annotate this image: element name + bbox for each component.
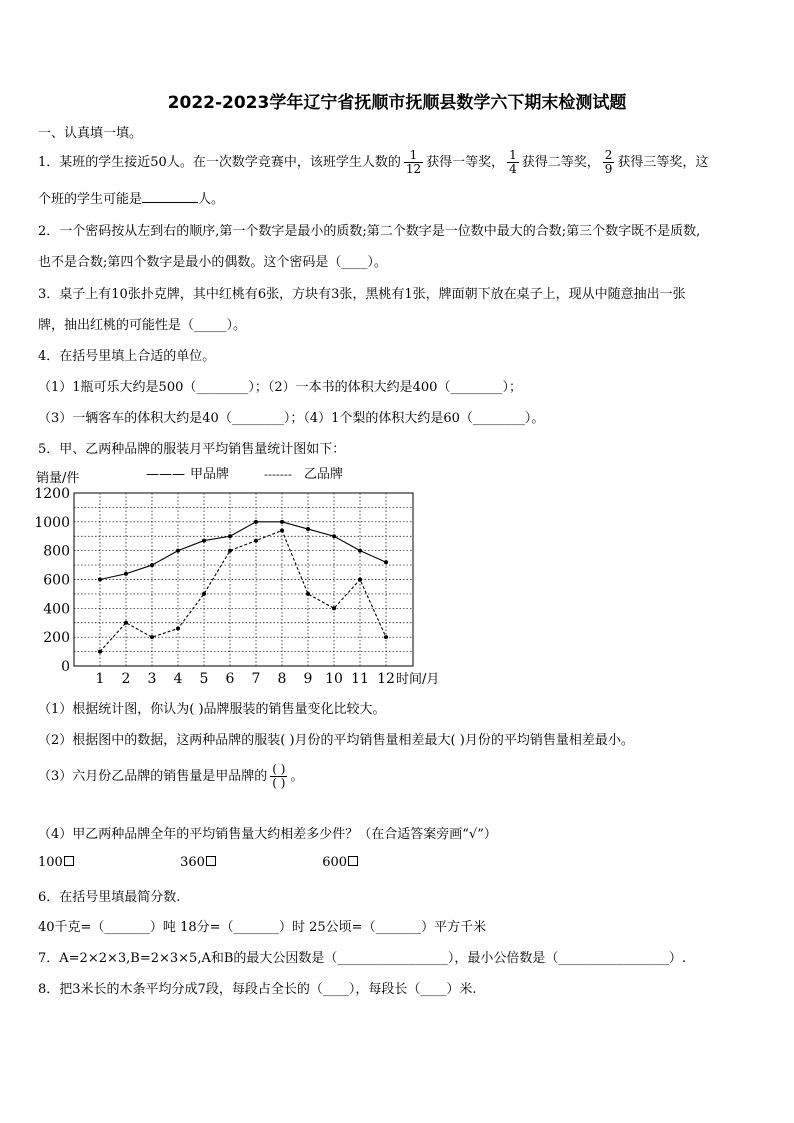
question-5-heading: 5．甲、乙两种品牌的服装月平均销售量统计图如下： — [38, 442, 346, 457]
y-tick-label: 800 — [43, 543, 70, 560]
chart-series — [98, 520, 388, 654]
legend-solid-sample: ——— — [146, 467, 185, 482]
series-yi-line — [100, 530, 386, 651]
q5-sub3-text: （3）六月份乙品牌的销售量是甲品牌的 — [38, 769, 268, 784]
question-8: 8．把3米长的木条平均分成7段，每段占全长的（____），每段长（____）米. — [38, 982, 477, 997]
y-axis-label: 销量/件 — [36, 471, 80, 486]
point-yi — [306, 592, 310, 596]
chart-labels — [34, 466, 439, 687]
checkbox-icon — [64, 856, 74, 866]
fraction-2-9: $\frac{2}{9}$ — [604, 148, 613, 176]
question-4-line-1: （1）1瓶可乐大约是500（________）；（2）一本书的体积大约是400（________）； — [38, 380, 522, 395]
q1-text-e: 个班的学生可能是 — [38, 192, 143, 207]
point-yi — [280, 528, 284, 532]
point-yi — [358, 578, 362, 582]
x-tick-label: 10 — [325, 671, 343, 687]
point-jia — [202, 539, 206, 543]
point-jia — [254, 520, 258, 524]
q5-sub3-end: 。 — [290, 769, 304, 784]
question-7: 7．A=2×2×3,B=2×3×5,A和B的最大公因数是（_________________），最小公倍数是（_________________）. — [38, 951, 687, 966]
question-5-sub-4: （4）甲乙两种品牌全年的平均销售量大约相差多少件？（在合适答案旁画“√”） — [38, 827, 497, 842]
sales-line-chart — [30, 460, 470, 688]
q1-text-a: 1．某班的学生接近50人。在一次数学竞赛中，该班学生人数的 — [38, 155, 401, 170]
point-jia — [280, 520, 284, 524]
point-yi — [202, 592, 206, 596]
question-6-line: 40千克=（_______）吨 18分=（_______）时 25公顷=（_______）平方千米 — [38, 920, 487, 935]
point-jia — [124, 572, 128, 576]
point-jia — [306, 527, 310, 531]
q1-text-d: 获得三等奖，这 — [617, 155, 709, 170]
x-tick-label: 11 — [351, 671, 369, 687]
checkbox-icon — [348, 856, 358, 866]
fraction-1-12: $\frac{1}{12}$ — [405, 148, 422, 176]
question-1-cont — [38, 188, 224, 207]
x-tick-label: 7 — [251, 671, 261, 687]
legend-dashed-sample: ------- — [264, 468, 292, 481]
question-6-heading: 6．在括号里填最简分数. — [38, 890, 181, 905]
legend-label-jia: 甲品牌 — [190, 467, 230, 482]
x-tick-label: 6 — [225, 671, 235, 687]
y-tick-label: 200 — [43, 630, 70, 647]
question-3-line-1: 3．桌子上有10张扑克牌，其中红桃有6张，方块有3张，黑桃有1张，牌面朝下放在桌子上，现从中随意抽出一张 — [38, 287, 686, 302]
option-100[interactable]: 100 — [38, 855, 74, 870]
point-jia — [384, 560, 388, 564]
option-360[interactable]: 360 — [180, 855, 216, 870]
point-yi — [228, 549, 232, 553]
question-3-line-2: 牌，抽出红桃的可能性是（_____）。 — [38, 318, 247, 333]
point-jia — [332, 534, 336, 538]
x-tick-label: 8 — [277, 671, 287, 687]
point-jia — [358, 549, 362, 553]
legend-label-yi: 乙品牌 — [304, 467, 344, 482]
fraction-blank[interactable]: $\frac{( )}{( )}$ — [272, 762, 286, 790]
question-5-sub-1: （1）根据统计图，你认为( )品牌服装的销售量变化比较大。 — [38, 702, 386, 717]
question-1 — [38, 149, 708, 176]
x-tick-label: 5 — [199, 671, 209, 687]
answer-options — [38, 855, 358, 870]
question-4-line-2: （3）一辆客车的体积大约是40（________）；（4）1个梨的体积大约是60（________）。 — [38, 411, 545, 426]
answer-blank[interactable] — [142, 189, 198, 203]
chart-grid — [74, 493, 413, 666]
y-tick-label: 1200 — [34, 486, 70, 502]
point-jia — [98, 578, 102, 582]
x-tick-label: 2 — [121, 671, 131, 687]
question-5-sub-2: （2）根据图中的数据，这两种品牌的服装( )月份的平均销售量相差最大( )月份的平均销售量相差最小。 — [38, 733, 634, 748]
x-tick-label: 4 — [173, 671, 183, 687]
option-600[interactable]: 600 — [322, 855, 358, 870]
q1-text-f: 人。 — [198, 192, 225, 207]
x-tick-label: 12 — [377, 671, 395, 687]
q1-text-c: 获得二等奖， — [521, 155, 600, 170]
point-yi — [124, 621, 128, 625]
question-2-line-1: 2．一个密码按从左到右的顺序,第一个数字是最小的质数;第二个数字是一位数中最大的合数;第三个数字既不是质数, — [38, 224, 701, 239]
point-yi — [254, 539, 258, 543]
y-tick-label: 0 — [61, 659, 70, 675]
q1-text-b: 获得一等奖， — [426, 155, 505, 170]
y-tick-label: 600 — [43, 572, 70, 589]
x-tick-label: 9 — [303, 671, 313, 687]
page-title: 2022-2023学年辽宁省抚顺市抚顺县数学六下期末检测试题 — [167, 93, 627, 113]
x-tick-label: 1 — [95, 671, 105, 687]
point-jia — [228, 534, 232, 538]
question-5-sub-3 — [38, 763, 303, 790]
point-yi — [150, 635, 154, 639]
y-tick-label: 400 — [43, 601, 70, 618]
point-jia — [150, 563, 154, 567]
x-axis-label: 时间/月 — [396, 672, 440, 687]
point-yi — [176, 627, 180, 631]
section-heading: 一、认真填一填。 — [38, 126, 143, 141]
y-tick-label: 1000 — [34, 514, 70, 531]
point-yi — [332, 606, 336, 610]
fraction-1-4: $\frac{1}{4}$ — [509, 148, 517, 176]
x-tick-label: 3 — [147, 671, 157, 687]
question-2-line-2: 也不是合数;第四个数字是最小的偶数。这个密码是（____）。 — [38, 255, 387, 270]
question-4-heading: 4．在括号里填上合适的单位。 — [38, 349, 216, 364]
point-yi — [384, 635, 388, 639]
point-yi — [98, 650, 102, 654]
checkbox-icon — [206, 856, 216, 866]
point-jia — [176, 549, 180, 553]
